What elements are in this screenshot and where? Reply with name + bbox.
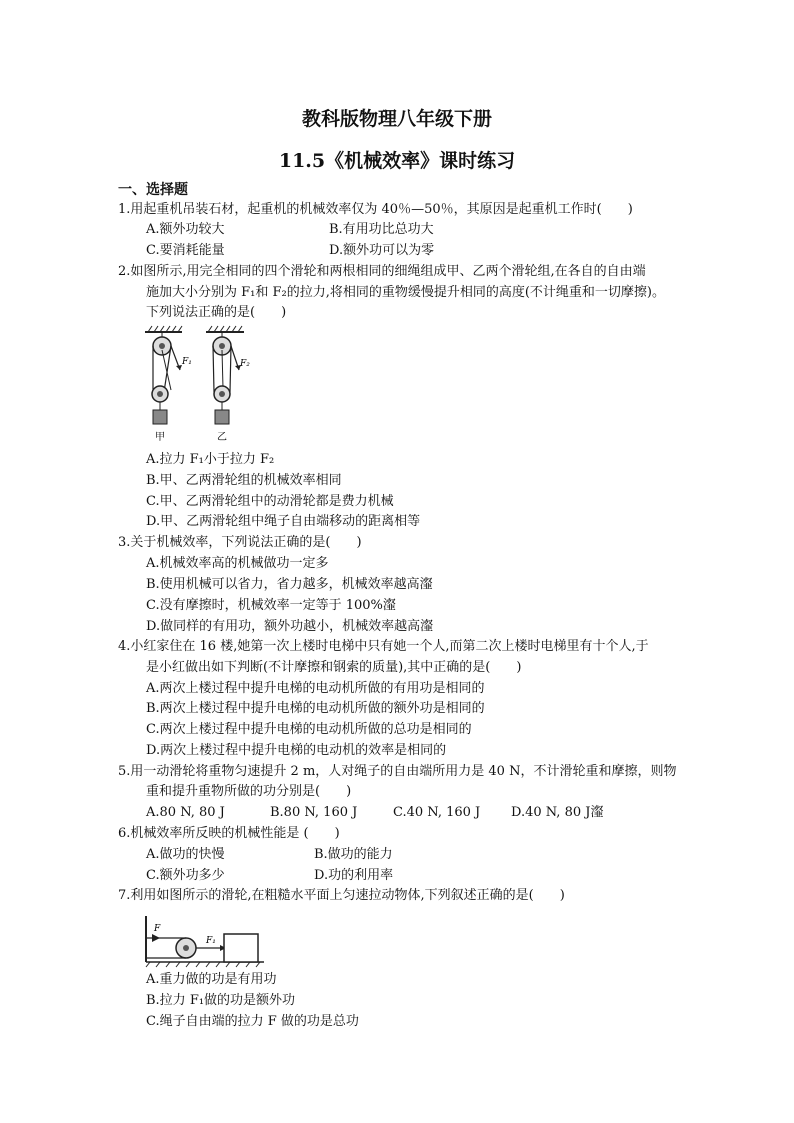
q1-option-b: B.有用功比总功大 (329, 222, 434, 237)
q2-option-b: B.甲、乙两滑轮组的机械效率相同 (146, 473, 342, 488)
q4-option-a: A.两次上楼过程中提升电梯的电动机所做的有用功是相同的 (146, 681, 485, 696)
q7-pulley-figure (140, 910, 270, 968)
q2-option-a: A.拉力 F₁小于拉力 F₂ (146, 452, 275, 467)
q3-option-a: A.机械效率高的机械做功一定多 (146, 556, 329, 571)
q2-stem-line2: 施加大小分别为 F₁和 F₂的拉力,将相同的重物缓慢提升相同的高度(不计绳重和一切摩擦)。 (146, 285, 666, 300)
q2-f2-label: F₂ (240, 359, 250, 369)
q3-option-b: B.使用机械可以省力，省力越多，机械效率越高瀣 (146, 577, 433, 592)
q2-stem-line3: 下列说法正确的是( ) (146, 305, 287, 320)
q7-f1-label: F₁ (206, 936, 216, 946)
q5-option-a: A.80 N, 80 J (146, 805, 225, 820)
document-title: 教科版物理八年级下册 (301, 108, 492, 130)
q2-pulley-figure (140, 322, 260, 448)
q6-stem: 6.机械效率所反映的机械性能是 ( ) (118, 826, 340, 841)
q2-stem-line1: 2.如图所示,用完全相同的四个滑轮和两根相同的细绳组成甲、乙两个滑轮组,在各自的自由端 (118, 264, 646, 279)
q4-stem-line2: 是小红做出如下判断(不计摩擦和钢索的质量),其中正确的是( ) (146, 660, 522, 675)
q5-stem-line2: 重和提升重物所做的功分别是( ) (146, 784, 352, 799)
q4-option-c: C.两次上楼过程中提升电梯的电动机所做的总功是相同的 (146, 722, 472, 737)
q7-f-label: F (154, 924, 161, 934)
q2-option-d: D.甲、乙两滑轮组中绳子自由端移动的距离相等 (146, 514, 421, 529)
q6-option-b: B.做功的能力 (314, 847, 393, 862)
q2-option-c: C.甲、乙两滑轮组中的动滑轮都是费力机械 (146, 494, 394, 509)
q6-option-d: D.功的利用率 (314, 868, 394, 883)
q5-option-b: B.80 N, 160 J (270, 805, 358, 820)
q1-option-c: C.要消耗能量 (146, 243, 225, 258)
q5-stem-line1: 5.用一动滑轮将重物匀速提升 2 m，人对绳子的自由端所用力是 40 N，不计滑轮重和摩擦，则物 (118, 764, 677, 779)
q6-option-a: A.做功的快慢 (146, 847, 225, 862)
document-subtitle: 11.5《机械效率》课时练习 (278, 150, 516, 172)
q2-f1-label: F₁ (182, 357, 192, 367)
q3-option-c: C.没有摩擦时，机械效率一定等于 100%瀣 (146, 598, 396, 613)
q1-stem: 1.用起重机吊装石材，起重机的机械效率仅为 40％—50％，其原因是起重机工作时( ) (118, 202, 633, 217)
q1-option-d: D.额外功可以为零 (329, 243, 435, 258)
q3-stem: 3.关于机械效率，下列说法正确的是( ) (118, 535, 362, 550)
q4-stem-line1: 4.小红家住在 16 楼,她第一次上楼时电梯中只有她一个人,而第二次上楼时电梯里有十个人,于 (118, 639, 649, 654)
q4-option-d: D.两次上楼过程中提升电梯的电动机的效率是相同的 (146, 743, 447, 758)
q7-option-a: A.重力做的功是有用功 (146, 972, 277, 987)
section-heading: 一、选择题 (118, 182, 188, 198)
q7-option-c: C.绳子自由端的拉力 F 做的功是总功 (146, 1014, 359, 1029)
q2-label-yi: 乙 (217, 432, 227, 443)
q2-label-jia: 甲 (155, 432, 165, 443)
q4-option-b: B.两次上楼过程中提升电梯的电动机所做的额外功是相同的 (146, 701, 485, 716)
q5-option-c: C.40 N, 160 J (393, 805, 481, 820)
q1-option-a: A.额外功较大 (146, 222, 225, 237)
q5-option-d: D.40 N, 80 J瀣 (511, 805, 604, 820)
q3-option-d: D.做同样的有用功，额外功越小，机械效率越高瀣 (146, 619, 434, 634)
q7-option-b: B.拉力 F₁做的功是额外功 (146, 993, 296, 1008)
q7-stem: 7.利用如图所示的滑轮,在粗糙水平面上匀速拉动物体,下列叙述正确的是( ) (118, 888, 565, 903)
q6-option-c: C.额外功多少 (146, 868, 225, 883)
